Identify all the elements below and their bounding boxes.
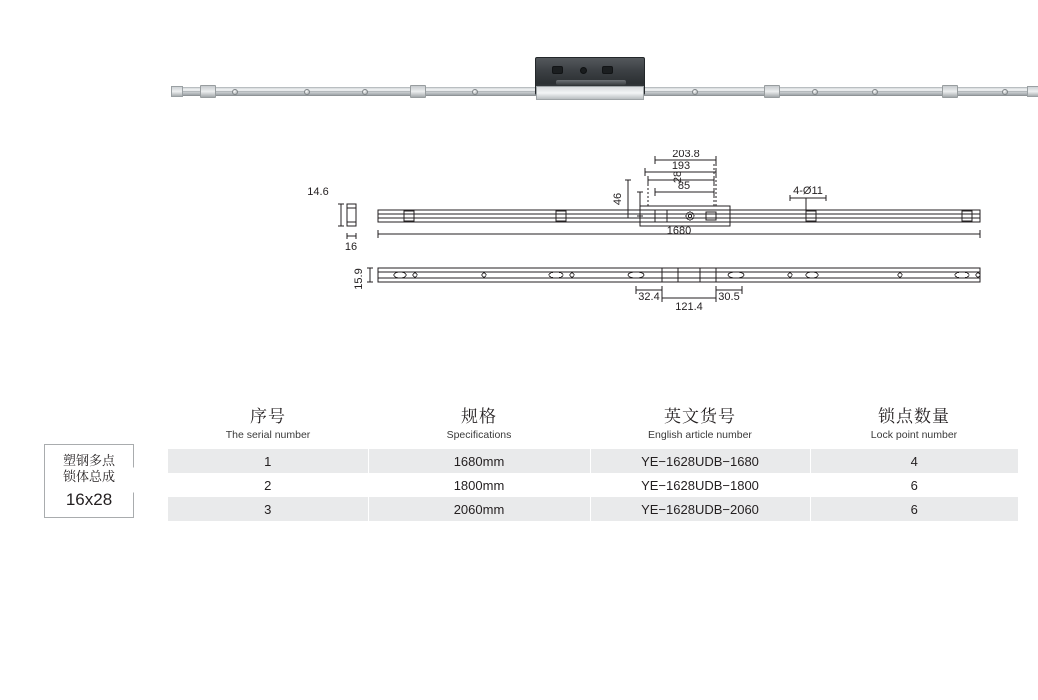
dim-hole-callout: 4-Ø11	[793, 185, 823, 197]
dim-32-4: 32.4	[638, 291, 660, 303]
dim-face-width: 16	[344, 241, 358, 253]
dim-85: 85	[677, 180, 691, 192]
table-row	[168, 449, 1018, 473]
table-row	[168, 497, 1018, 521]
dim-193: 193	[671, 160, 691, 172]
dim-face-height: 14.6	[307, 186, 329, 198]
cell-serial: 3	[168, 497, 368, 521]
technical-drawing	[0, 150, 1038, 310]
column-header-points-cn: 锁点数量	[878, 407, 950, 426]
gearbox-slot	[556, 80, 626, 85]
product-callout	[44, 444, 134, 518]
table-header-row	[168, 402, 1018, 449]
gearbox-housing	[535, 57, 645, 95]
column-header-serial	[168, 402, 368, 449]
dim-203-8: 203.8	[672, 150, 700, 160]
cell-spec: 2060mm	[368, 497, 590, 521]
rail-screw	[362, 89, 368, 95]
cell-article: YE−1628UDB−1680	[590, 449, 810, 473]
gearbox-cylinder-hole	[602, 66, 613, 74]
cell-spec: 1680mm	[368, 449, 590, 473]
rail-keeper	[410, 85, 426, 98]
spec-table	[168, 402, 1018, 521]
rail-end-left	[171, 86, 183, 97]
gearbox-pin	[580, 67, 587, 74]
column-header-serial-cn: 序号	[250, 407, 286, 426]
gearbox-spindle-hole	[552, 66, 563, 74]
column-header-points	[810, 402, 1018, 449]
rail-screw	[232, 89, 238, 95]
dim-side-height: 15.9	[353, 268, 365, 290]
cell-article: YE−1628UDB−1800	[590, 473, 810, 497]
rail-end-right	[1027, 86, 1038, 97]
gearbox-faceplate	[536, 86, 644, 100]
cell-serial: 2	[168, 473, 368, 497]
rail-screw	[692, 89, 698, 95]
rail-screw	[872, 89, 878, 95]
dim-30-5: 30.5	[718, 291, 740, 303]
callout-arrow-icon	[132, 466, 146, 494]
column-header-article-en: English article number	[648, 429, 752, 441]
column-header-spec-en: Specifications	[446, 429, 512, 441]
rail-screw	[304, 89, 310, 95]
rail-keeper	[942, 85, 958, 98]
callout-size: 16x28	[65, 489, 113, 509]
table-row	[168, 473, 1018, 497]
cell-article: YE−1628UDB−2060	[590, 497, 810, 521]
rail-screw	[812, 89, 818, 95]
cell-spec: 1800mm	[368, 473, 590, 497]
column-header-article-cn: 英文货号	[664, 407, 736, 426]
callout-line-1: 塑钢多点	[62, 452, 115, 468]
column-header-serial-en: The serial number	[225, 429, 311, 441]
column-header-points-en: Lock point number	[870, 429, 958, 441]
cell-serial: 1	[168, 449, 368, 473]
column-header-spec-cn: 规格	[461, 407, 497, 426]
product-photo-rail	[172, 84, 1038, 96]
column-header-article	[590, 402, 810, 449]
cell-points: 6	[810, 497, 1018, 521]
callout-line-2: 锁体总成	[62, 468, 115, 484]
rail-screw	[1002, 89, 1008, 95]
dim-28: 28	[672, 170, 684, 184]
rail-keeper	[200, 85, 216, 98]
dim-overall-length: 1680	[666, 225, 692, 237]
rail-keeper	[764, 85, 780, 98]
spec-table-wrapper	[168, 402, 1018, 521]
cell-points: 6	[810, 473, 1018, 497]
dim-121-4: 121.4	[675, 301, 703, 310]
column-header-spec	[368, 402, 590, 449]
rail-screw	[472, 89, 478, 95]
cell-points: 4	[810, 449, 1018, 473]
dim-46: 46	[612, 192, 624, 206]
